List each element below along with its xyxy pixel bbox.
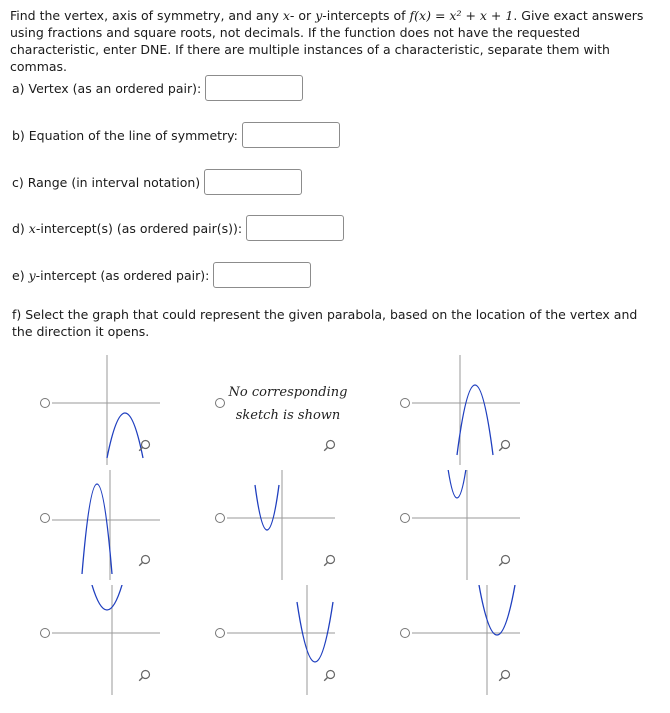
- magnifier-icon[interactable]: [138, 554, 151, 567]
- magnifier-handle: [499, 677, 502, 680]
- part-d-label: -intercept(s) (as ordered pair(s)):: [35, 220, 243, 236]
- magnifier-icon[interactable]: [138, 669, 151, 682]
- range-input[interactable]: [204, 169, 302, 195]
- intercepts-of-text: -intercepts of: [322, 8, 406, 23]
- vertex-input[interactable]: [205, 75, 303, 101]
- function-rhs: x² + x + 1: [449, 8, 514, 23]
- graph-option-5-radio[interactable]: [215, 513, 225, 523]
- function-lhs: f(x): [409, 8, 431, 23]
- or-text: - or: [289, 8, 312, 23]
- magnifier-icon[interactable]: [323, 439, 336, 452]
- magnifier-lens: [502, 441, 510, 449]
- no-sketch-text: [228, 381, 348, 427]
- magnifier-handle: [139, 677, 142, 680]
- y-intercept-input[interactable]: [213, 262, 311, 288]
- graph-option-4-plot: [52, 470, 172, 580]
- graph-option-3-plot: [412, 355, 532, 465]
- graph-option-2-radio[interactable]: [215, 398, 225, 408]
- symmetry-line-input[interactable]: [242, 122, 340, 148]
- part-e-row: [12, 260, 311, 290]
- part-a-row: [12, 73, 303, 103]
- parabola-curve: [445, 470, 469, 498]
- magnifier-handle: [324, 562, 327, 565]
- part-d-row: [12, 213, 344, 243]
- part-e-prefix: e): [12, 267, 25, 283]
- intro-start-text: Find the vertex, axis of symmetry, and any: [10, 8, 279, 23]
- magnifier-lens: [142, 671, 150, 679]
- question-intro: [10, 7, 662, 75]
- part-c-row: [12, 167, 302, 197]
- parabola-curve: [82, 484, 112, 574]
- magnifier-icon[interactable]: [138, 439, 151, 452]
- magnifier-handle: [324, 447, 327, 450]
- part-b-label: b) Equation of the line of symmetry:: [12, 127, 238, 143]
- magnifier-icon[interactable]: [498, 439, 511, 452]
- graph-option-7-radio[interactable]: [40, 628, 50, 638]
- x-intercepts-input[interactable]: [246, 215, 344, 241]
- x-variable: x: [282, 8, 290, 23]
- part-a-label: a) Vertex (as an ordered pair):: [12, 80, 202, 96]
- magnifier-handle: [139, 562, 142, 565]
- graph-option-3-radio[interactable]: [400, 398, 410, 408]
- magnifier-lens: [327, 441, 335, 449]
- y-variable: y: [315, 8, 323, 23]
- magnifier-lens: [327, 556, 335, 564]
- magnifier-lens: [142, 441, 150, 449]
- graph-option-4-radio[interactable]: [40, 513, 50, 523]
- magnifier-lens: [142, 556, 150, 564]
- part-e-label: -intercept (as ordered pair):: [35, 267, 210, 283]
- magnifier-lens: [502, 671, 510, 679]
- parabola-curve: [297, 602, 333, 662]
- graph-option-9-radio[interactable]: [400, 628, 410, 638]
- part-d-prefix: d): [12, 220, 25, 236]
- magnifier-handle: [139, 447, 142, 450]
- part-e-variable: y: [28, 267, 36, 283]
- intro-end-text: . Give exact answers using fractions and square roots, not decimals. If the function does not have the requested characteristic, enter DNE. If there are multiple instances of a characteristic, separate them with commas.: [10, 8, 644, 74]
- magnifier-lens: [327, 671, 335, 679]
- graph-option-8-radio[interactable]: [215, 628, 225, 638]
- graph-option-6-plot: [412, 470, 532, 580]
- magnifier-lens: [502, 556, 510, 564]
- part-c-label: c) Range (in interval notation): [12, 174, 201, 190]
- graph-option-9-plot: [412, 585, 532, 695]
- magnifier-icon[interactable]: [498, 669, 511, 682]
- magnifier-icon[interactable]: [323, 554, 336, 567]
- part-f-label: f) Select the graph that could represent the given parabola, based on the location of the vertex and the direction it opens.: [12, 307, 638, 339]
- magnifier-handle: [499, 562, 502, 565]
- equals-sign: =: [434, 8, 446, 23]
- no-sketch-line1: No corresponding: [228, 385, 348, 400]
- parabola-curve: [479, 585, 515, 635]
- parabola-curve: [89, 585, 125, 610]
- graph-option-7-plot: [52, 585, 172, 695]
- magnifier-handle: [324, 677, 327, 680]
- parabola-curve: [255, 485, 279, 530]
- graph-option-6-radio[interactable]: [400, 513, 410, 523]
- graph-option-1-radio[interactable]: [40, 398, 50, 408]
- magnifier-icon[interactable]: [323, 669, 336, 682]
- magnifier-icon[interactable]: [498, 554, 511, 567]
- magnifier-handle: [499, 447, 502, 450]
- no-sketch-line2: sketch is shown: [235, 408, 341, 423]
- part-d-variable: x: [28, 220, 36, 236]
- part-b-row: [12, 120, 340, 150]
- parabola-curve: [457, 385, 493, 455]
- graph-option-1-plot: [52, 355, 172, 465]
